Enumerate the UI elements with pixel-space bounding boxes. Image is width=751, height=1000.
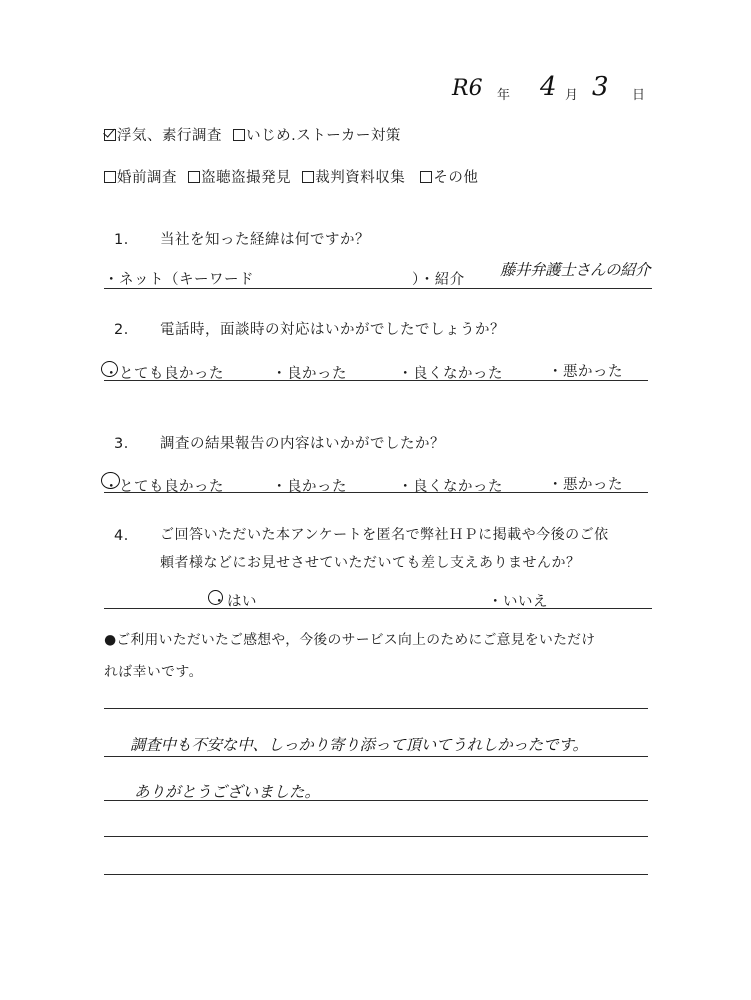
category-checkbox-bug-sweep[interactable]: 盗聴盗撮発見 (188, 170, 291, 186)
q2-question: 電話時，面談時の対応はいかがでしたでしょうか？ (160, 322, 505, 338)
category-checkbox-bullying[interactable]: いじめ.ストーカー対策 (233, 128, 401, 144)
q1-question: 当社を知った経緯は何ですか？ (160, 232, 370, 248)
q3-option-not-good[interactable]: ・良くなかった (398, 479, 503, 495)
q3-number: 3． (114, 436, 139, 452)
comments-prompt-line2: れば幸いです。 (104, 664, 203, 680)
comment-handwritten-line2: ありがとうございました。 (134, 783, 321, 801)
q1-answer-line (104, 288, 652, 289)
q3-option-good[interactable]: ・良かった (272, 479, 347, 495)
q3-answer-line (104, 492, 648, 493)
checkbox-icon (420, 171, 432, 183)
checkbox-checked-icon (104, 129, 116, 141)
q3-question: 調査の結果報告の内容はいかがでしたか？ (160, 436, 445, 452)
date-month-label: 月 (565, 88, 579, 103)
q1-option-referral: ）・紹介 (412, 272, 465, 288)
q1-option-net: ・ネット（キーワード (104, 272, 254, 288)
category-row-1 (104, 124, 401, 145)
date-year-label: 年 (497, 88, 511, 103)
comment-handwritten-line1: 調査中も不安な中、しっかり寄り添って頂いてうれしかったです。 (130, 736, 588, 754)
q4-question-line1: ご回答いただいた本アンケートを匿名で弊社ＨＰに掲載や今後のご依 (160, 527, 609, 543)
comment-line-4 (104, 836, 648, 837)
q2-option-bad[interactable]: ・悪かった (548, 364, 623, 380)
q4-option-no[interactable]: ・いいえ (488, 594, 548, 610)
q4-option-yes[interactable]: ・はい (212, 594, 257, 610)
q2-answer-line (104, 380, 648, 381)
comment-line-2 (104, 756, 648, 757)
q2-option-good[interactable]: ・良かった (272, 366, 347, 382)
comment-line-3 (104, 800, 648, 801)
q4-question-line2: 頼者様などにお見せさせていただいても差し支えありませんか？ (160, 555, 581, 571)
category-checkbox-premarital[interactable]: 婚前調査 (104, 170, 177, 186)
checkbox-icon (302, 171, 314, 183)
checkbox-icon (188, 171, 200, 183)
q3-option-very-good[interactable]: ・とても良かった (104, 479, 224, 495)
date-month-value: 4 (540, 72, 557, 102)
date-era-year: R6 (452, 76, 483, 101)
q1-number: 1． (114, 232, 139, 248)
category-checkbox-other[interactable]: その他 (420, 170, 478, 186)
q3-option-bad[interactable]: ・悪かった (548, 477, 623, 493)
checkbox-icon (233, 129, 245, 141)
q2-option-not-good[interactable]: ・良くなかった (398, 366, 503, 382)
q4-answer-line (104, 608, 652, 609)
comment-line-1 (104, 708, 648, 709)
checkbox-icon (104, 171, 116, 183)
date-day-label: 日 (632, 88, 646, 103)
comment-line-5 (104, 874, 648, 875)
q1-handwritten-answer: 藤井弁護士さんの紹介 (500, 261, 651, 279)
q4-number: 4． (114, 528, 139, 544)
q2-number: 2． (114, 322, 139, 338)
date-day-value: 3 (592, 72, 609, 102)
category-checkbox-affair[interactable]: 浮気、素行調査 (104, 128, 222, 144)
category-checkbox-court-evidence[interactable]: 裁判資料収集 (302, 170, 405, 186)
category-row-2 (104, 166, 478, 187)
comments-prompt-line1: ●ご利用いただいたご感想や，今後のサービス向上のためにご意見をいただけ (104, 632, 596, 648)
q2-option-very-good[interactable]: ・とても良かった (104, 366, 224, 382)
